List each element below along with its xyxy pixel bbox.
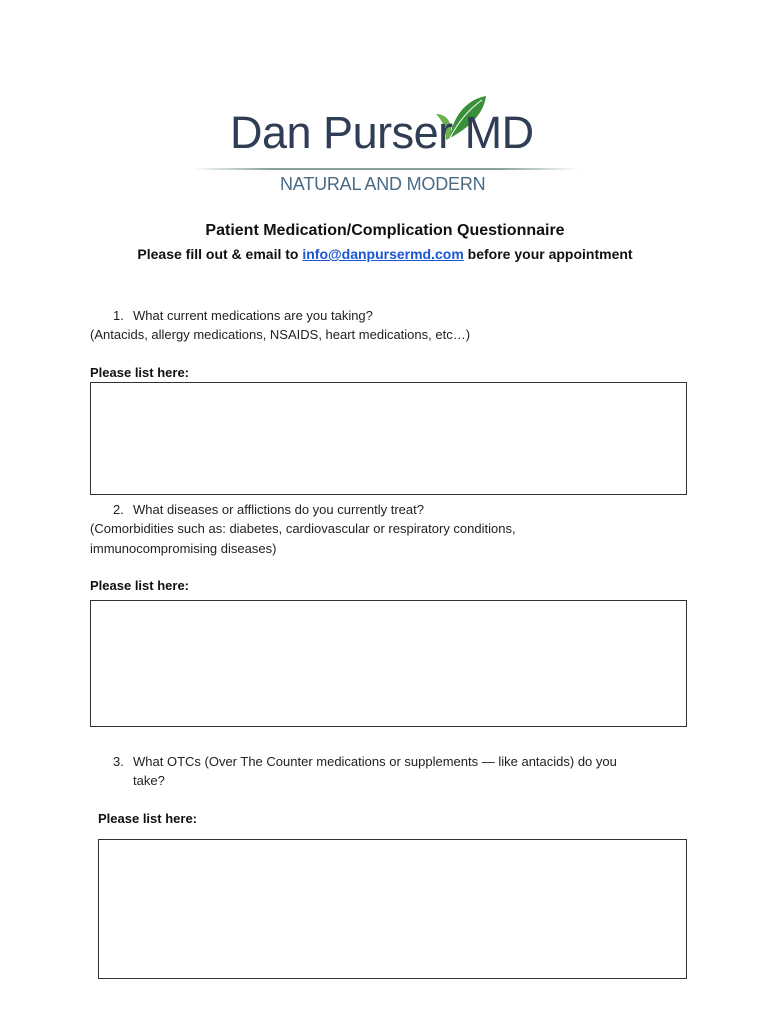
logo-name: Dan Purser MD <box>230 107 534 158</box>
list-label-2: Please list here: <box>90 578 189 593</box>
logo-divider <box>192 168 578 170</box>
answer-box-1[interactable] <box>90 382 687 495</box>
question-text-line1: What OTCs (Over The Counter medications or supplements — like antacids) do you <box>133 754 617 769</box>
question-3-line2: take? <box>133 773 165 788</box>
question-1-note: (Antacids, allergy medications, NSAIDS, heart medications, etc…) <box>90 327 471 342</box>
subtitle-before: Please fill out & email to <box>137 246 303 262</box>
answer-box-3[interactable] <box>98 839 687 979</box>
question-number: 1. <box>113 308 124 323</box>
page-subtitle <box>0 246 770 262</box>
email-link[interactable]: info@danpursermd.com <box>302 246 464 262</box>
list-label-3: Please list here: <box>98 811 197 826</box>
question-text: What current medications are you taking? <box>133 308 373 323</box>
question-number: 3. <box>113 754 124 769</box>
question-2-note-line1: (Comorbidities such as: diabetes, cardiovascular or respiratory conditions, <box>90 521 516 536</box>
question-2-note-line2: immunocompromising diseases) <box>90 541 277 556</box>
list-label-1: Please list here: <box>90 365 189 380</box>
question-text: What diseases or afflictions do you currently treat? <box>133 502 424 517</box>
question-number: 2. <box>113 502 124 517</box>
subtitle-after: before your appointment <box>463 246 633 262</box>
logo <box>190 92 580 197</box>
question-3 <box>113 752 617 771</box>
question-1 <box>113 306 373 325</box>
page-title: Patient Medication/Complication Questionnaire <box>205 222 565 239</box>
question-2 <box>113 500 424 519</box>
answer-box-2[interactable] <box>90 600 687 727</box>
logo-tagline: NATURAL AND MODERN <box>280 174 486 194</box>
